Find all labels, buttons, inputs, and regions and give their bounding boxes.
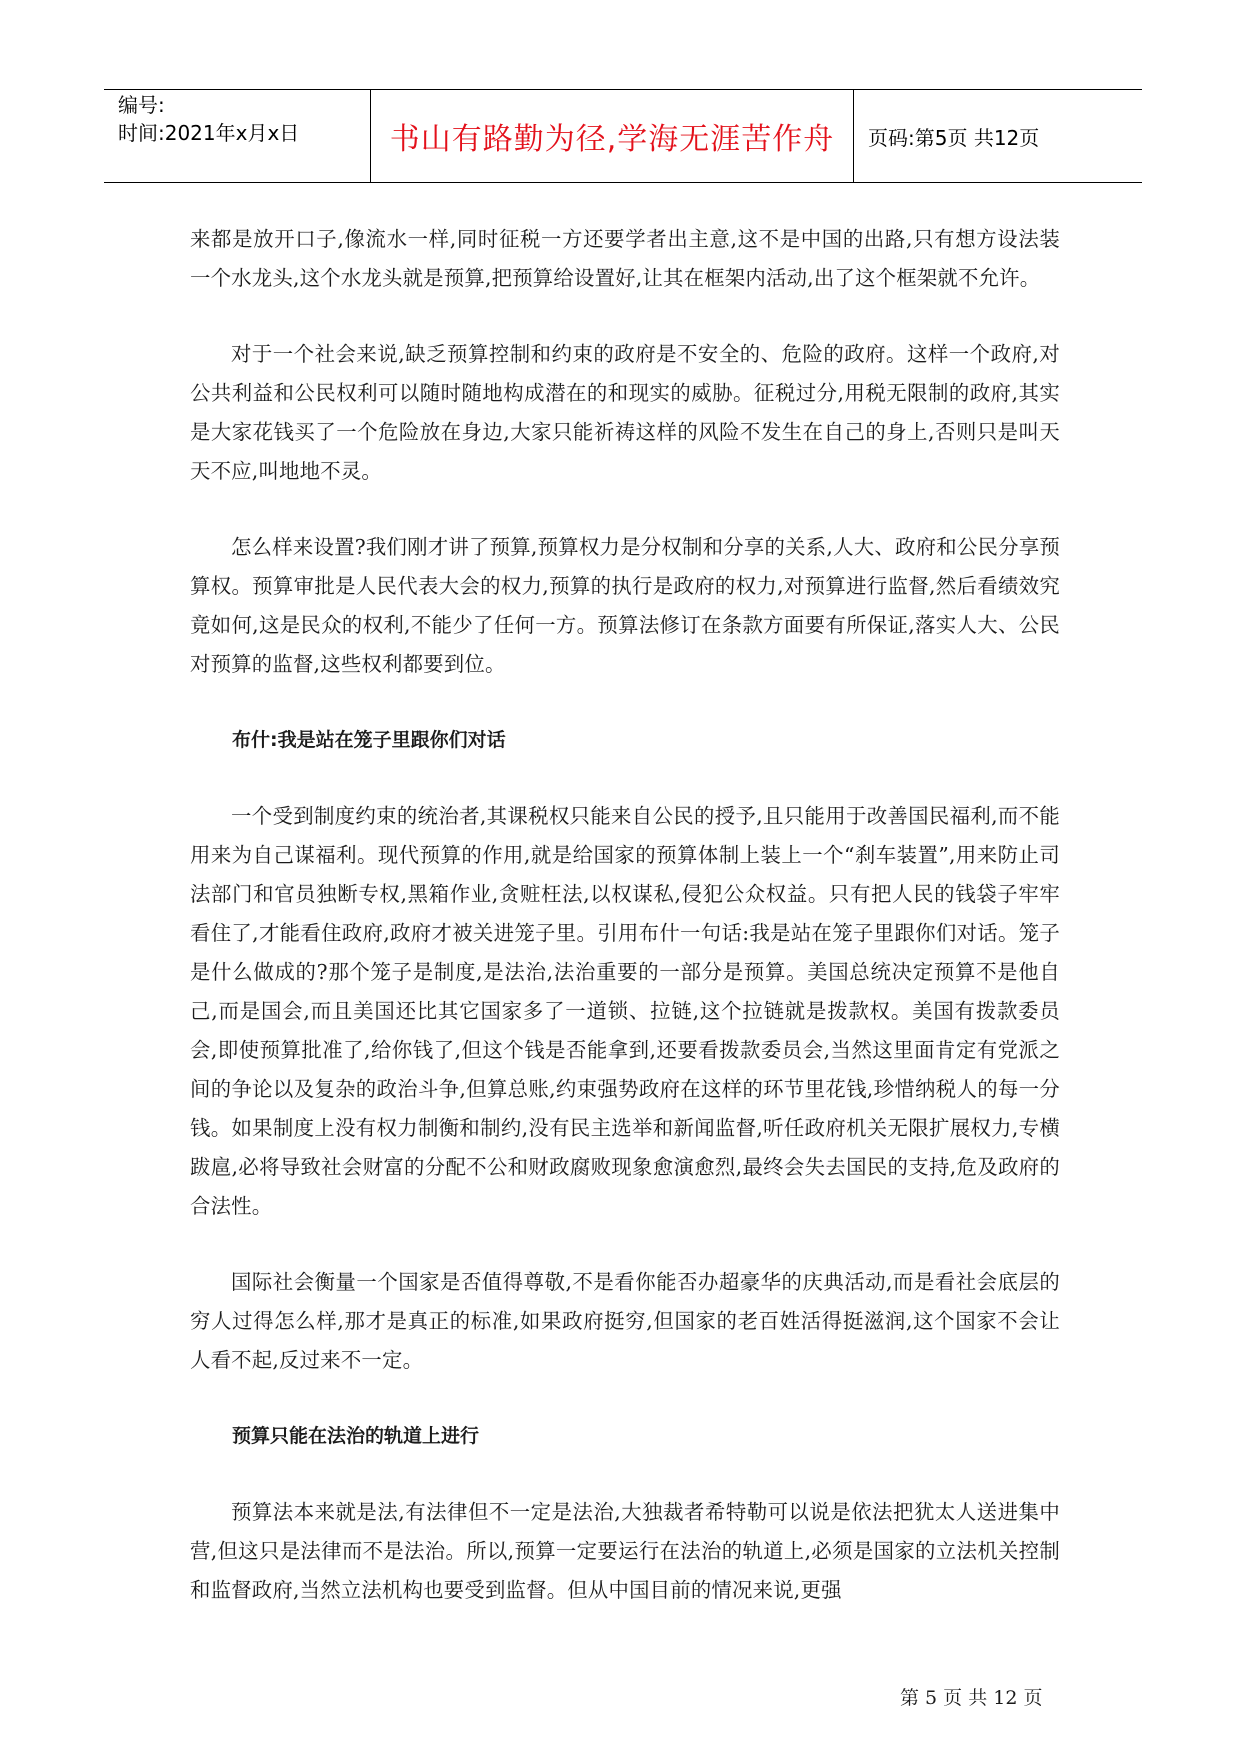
- paragraph: 怎么样来设置?我们刚才讲了预算,预算权力是分权制和分享的关系,人大、政府和公民分享预算权。预算审批是人民代表大会的权力,预算的执行是政府的权力,对预算进行监督,然后看绩效究竟如何,这是民众的权利,不能少了任何一方。预算法修订在条款方面要有所保证,落实人大、公民对预算的监督,这些权利都要到位。: [190, 535, 1060, 676]
- document-time-label: 时间:2021年x月x日: [118, 121, 300, 145]
- document-number-label: 编号:: [118, 93, 165, 117]
- header-page-cell: [854, 90, 1142, 182]
- header-motto-cell: [370, 90, 854, 182]
- header-motto: 书山有路勤为径,学海无涯苦作舟: [389, 122, 835, 157]
- paragraph: 对于一个社会来说,缺乏预算控制和约束的政府是不安全的、危险的政府。这样一个政府,对公共利益和公民权利可以随时随地构成潜在的和现实的威胁。征税过分,用税无限制的政府,其实是大家花钱买了一个危险放在身边,大家只能祈祷这样的风险不发生在自己的身上,否则只是叫天天不应,叫地地不灵。: [190, 342, 1060, 483]
- header-meta-cell: [104, 90, 370, 182]
- paragraph: 国际社会衡量一个国家是否值得尊敬,不是看你能否办超豪华的庆典活动,而是看社会底层的穷人过得怎么样,那才是真正的标准,如果政府挺穷,但国家的老百姓活得挺滋润,这个国家不会让人看不起,反过来不一定。: [190, 1270, 1060, 1372]
- document-body: [190, 220, 1060, 1647]
- paragraph: 预算法本来就是法,有法律但不一定是法治,大独裁者希特勒可以说是依法把犹太人送进集中营,但这只是法律而不是法治。所以,预算一定要运行在法治的轨道上,必须是国家的立法机关控制和监督政府,当然立法机构也要受到监督。但从中国目前的情况来说,更强: [190, 1500, 1060, 1602]
- section-heading: 布什:我是站在笼子里跟你们对话: [232, 729, 506, 751]
- paragraph: 来都是放开口子,像流水一样,同时征税一方还要学者出主意,这不是中国的出路,只有想方设法装一个水龙头,这个水龙头就是预算,把预算给设置好,让其在框架内活动,出了这个框架就不允许。: [190, 227, 1060, 290]
- page-footer: 第 5 页 共 12 页: [900, 1687, 1043, 1709]
- document-header: [104, 89, 1142, 183]
- header-page-info: 页码:第5页 共12页: [868, 125, 1040, 150]
- paragraph: 一个受到制度约束的统治者,其课税权只能来自公民的授予,且只能用于改善国民福利,而不能用来为自己谋福利。现代预算的作用,就是给国家的预算体制上装上一个“刹车装置”,用来防止司法部门和官员独断专权,黑箱作业,贪赃枉法,以权谋私,侵犯公众权益。只有把人民的钱袋子牢牢看住了,才能看住政府,政府才被关进笼子里。引用布什一句话:我是站在笼子里跟你们对话。笼子是什么做成的?那个笼子是制度,是法治,法治重要的一部分是预算。美国总统决定预算不是他自己,而是国会,而且美国还比其它国家多了一道锁、拉链,这个拉链就是拨款权。美国有拨款委员会,即使预算批准了,给你钱了,但这个钱是否能拿到,还要看拨款委员会,当然这里面肯定有党派之间的争论以及复杂的政治斗争,但算总账,约束强势政府在这样的环节里花钱,珍惜纳税人的每一分钱。如果制度上没有权力制衡和制约,没有民主选举和新闻监督,听任政府机关无限扩展权力,专横跋扈,必将导致社会财富的分配不公和财政腐败现象愈演愈烈,最终会失去国民的支持,危及政府的合法性。: [190, 804, 1060, 1218]
- section-heading: 预算只能在法治的轨道上进行: [232, 1425, 480, 1447]
